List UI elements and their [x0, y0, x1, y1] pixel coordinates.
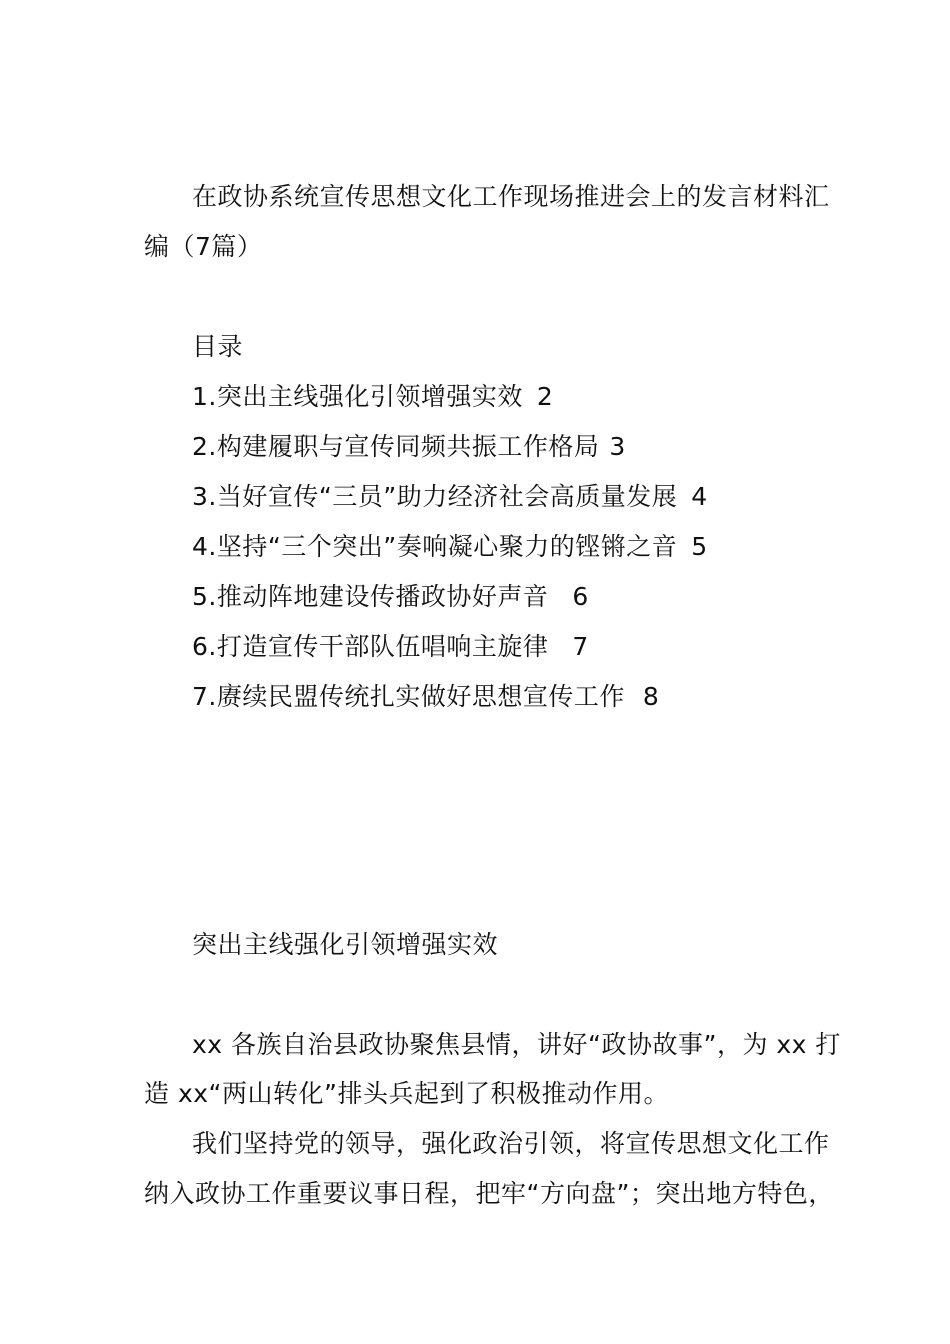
toc-item-page: 5 — [691, 532, 708, 561]
toc-item-title: 2.构建履职与宣传同频共振工作格局 — [192, 432, 600, 461]
toc-item-page: 2 — [536, 382, 554, 411]
section-heading: 突出主线强化引领增强实效 — [192, 930, 499, 959]
toc-item[interactable] — [192, 630, 589, 664]
toc-item[interactable] — [192, 480, 708, 514]
document-title-line-2: 编（7篇） — [144, 232, 263, 261]
toc-item-title: 6.打造宣传干部队伍唱响主旋律 — [192, 632, 549, 661]
toc-item-title: 5.推动阵地建设传播政协好声音 — [192, 582, 549, 611]
toc-heading: 目录 — [192, 332, 244, 361]
toc-item-page: 7 — [572, 632, 589, 661]
toc-item[interactable] — [192, 380, 553, 414]
paragraph-2-line-2: 纳入政协工作重要议事日程，把牢“方向盘”；突出地方特色， — [144, 1179, 834, 1208]
toc-item-title: 3.当好宣传“三员”助力经济社会高质量发展 — [192, 482, 678, 511]
toc-item[interactable] — [192, 680, 659, 714]
toc-item-title: 1.突出主线强化引领增强实效 — [192, 382, 523, 411]
toc-item-page: 8 — [642, 682, 660, 711]
toc-item[interactable] — [192, 580, 589, 614]
toc-item-page: 4 — [691, 482, 708, 511]
toc-item[interactable] — [192, 530, 708, 564]
toc-item-page: 3 — [609, 432, 626, 461]
paragraph-2-line-1: 我们坚持党的领导，强化政治引领，将宣传思想文化工作 — [192, 1129, 830, 1158]
document-title-line-1: 在政协系统宣传思想文化工作现场推进会上的发言材料汇 — [192, 182, 830, 211]
paragraph-1-line-1: xx 各族自治县政协聚焦县情，讲好“政协故事”，为 xx 打 — [192, 1030, 841, 1059]
toc-item-title: 4.坚持“三个突出”奏响凝心聚力的铿锵之音 — [192, 532, 678, 561]
paragraph-1-line-2: 造 xx“两山转化”排头兵起到了积极推动作用。 — [144, 1079, 669, 1108]
toc-item-page: 6 — [572, 582, 589, 611]
toc-item-title: 7.赓续民盟传统扎实做好思想宣传工作 — [192, 682, 625, 711]
toc-item[interactable] — [192, 430, 626, 464]
